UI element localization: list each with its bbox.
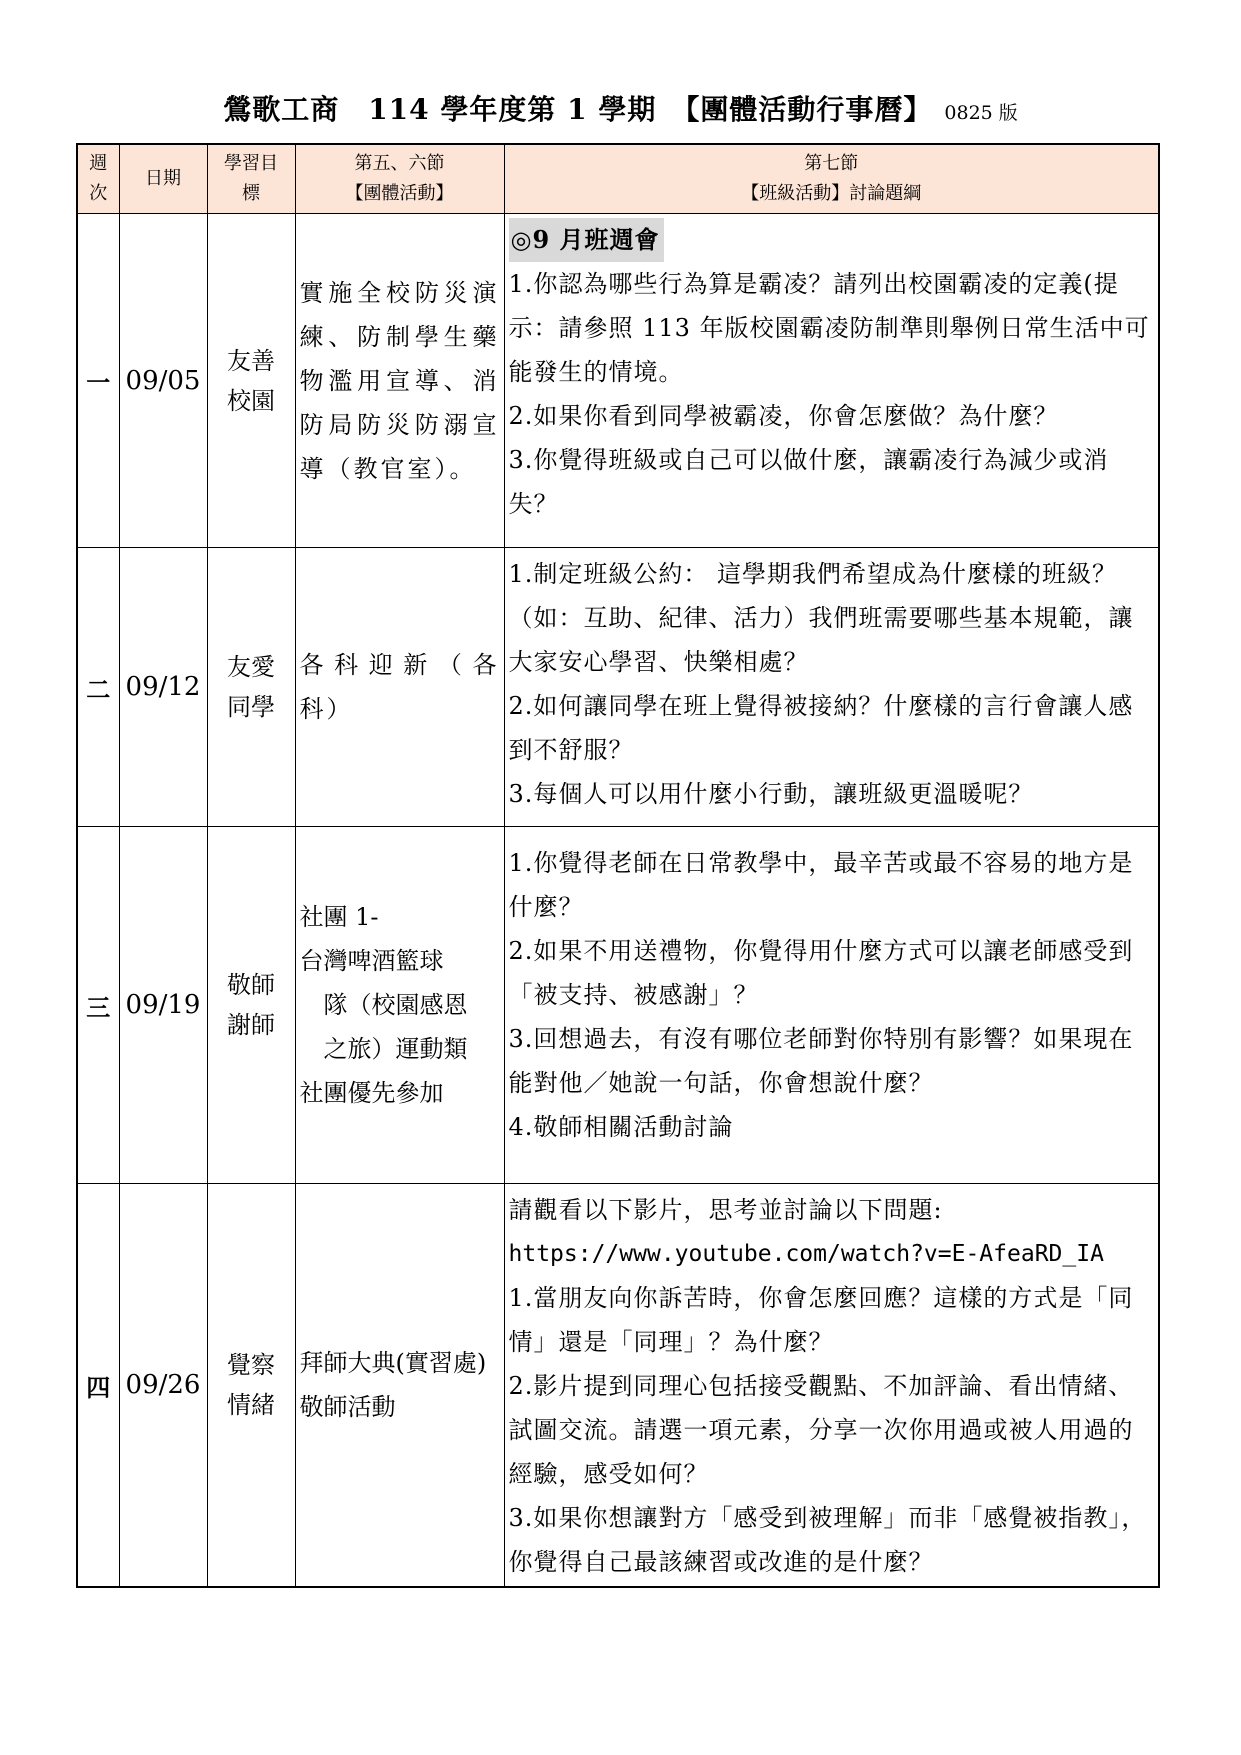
topic-item: 3.你覺得班級或自己可以做什麼，讓霸凌行為減少或消失？ [508,446,1109,518]
goal-cell: 覺察 情緒 [207,1184,295,1588]
topics-cell [504,214,1159,548]
goal-cell: 友善 校園 [207,214,295,548]
activity-cell: 拜師大典(實習處) 敬師活動 [295,1184,504,1588]
topic-item: 1.你覺得老師在日常教學中，最辛苦或最不容易的地方是什麼？ [508,849,1134,921]
topic-item: 1.你認為哪些行為算是霸凌？請列出校園霸凌的定義(提示：請參照 113 年版校園霸凌防制準則舉例日常生活中可能發生的情境。 [508,270,1150,386]
version-label: 0825 版 [944,102,1018,124]
table-row [77,827,1159,1184]
topics-cell [504,548,1159,827]
header-week: 週 次 [77,144,119,214]
goal-cell: 友愛 同學 [207,548,295,827]
table-row [77,1184,1159,1588]
activity-cell: 各科迎新（各科） [295,548,504,827]
table-header-row [77,144,1159,214]
topics-cell [504,1184,1159,1588]
topic-heading: ◎9 月班週會 [509,218,664,262]
header-goal: 學習目 標 [207,144,295,214]
document-title: 鶯歌工商 114 學年度第 1 學期 【團體活動行事曆】 [223,93,933,126]
topic-item: 2.影片提到同理心包括接受觀點、不加評論、看出情緒、試圖交流。請選一項元素，分享一次你用過或被人用過的經驗，感受如何？ [508,1372,1134,1488]
date-cell: 09/26 [119,1184,207,1588]
topic-item: 2.如何讓同學在班上覺得被接納？什麼樣的言行會讓人感到不舒服？ [508,692,1134,764]
week-cell: 二 [77,548,119,827]
topic-intro: 請觀看以下影片，思考並討論以下問題: [508,1196,943,1224]
activity-schedule-table [76,143,1160,1588]
topic-item: 3.每個人可以用什麼小行動，讓班級更溫暖呢？ [508,780,1034,808]
table-row [77,214,1159,548]
week-cell: 一 [77,214,119,548]
week-cell: 四 [77,1184,119,1588]
table-row [77,548,1159,827]
date-cell: 09/19 [119,827,207,1184]
date-cell: 09/12 [119,548,207,827]
topic-item: 1.當朋友向你訴苦時，你會怎麼回應？這樣的方式是「同情」還是「同理」？為什麼？ [508,1284,1134,1356]
topic-item: 3.如果你想讓對方「感受到被理解」而非「感覺被指教」，你覺得自己最該練習或改進的是什麼？ [508,1504,1147,1576]
topic-item: 2.如果你看到同學被霸凌，你會怎麼做？為什麼？ [508,402,1059,430]
topic-item: 2.如果不用送禮物，你覺得用什麼方式可以讓老師感受到「被支持、被感謝」？ [508,937,1134,1009]
topic-item: 4.敬師相關活動討論 [508,1113,734,1141]
goal-cell: 敬師 謝師 [207,827,295,1184]
activity-cell: 實施全校防災演練、防制學生藥物濫用宣導、消防局防災防溺宣導（教官室）。 [295,214,504,548]
header-periods-5-6: 第五、六節 【團體活動】 [295,144,504,214]
header-period-7: 第七節 【班級活動】討論題綱 [504,144,1159,214]
activity-cell: 社團 1- 台灣啤酒籃球 隊（校園感恩 之旅）運動類 社團優先參加 [295,827,504,1184]
date-cell: 09/05 [119,214,207,548]
topics-cell [504,827,1159,1184]
video-link[interactable]: https://www.youtube.com/watch?v=E-AfeaRD_IA [508,1241,1104,1267]
page-title [0,84,1241,128]
topic-item: 3.回想過去，有沒有哪位老師對你特別有影響？如果現在能對他／她說一句話，你會想說什麼？ [508,1025,1134,1097]
header-date: 日期 [119,144,207,214]
topic-item: 1.制定班級公約： 這學期我們希望成為什麼樣的班級？（如：互助、紀律、活力）我們班需要哪些基本規範，讓大家安心學習、快樂相處？ [508,560,1134,676]
week-cell: 三 [77,827,119,1184]
